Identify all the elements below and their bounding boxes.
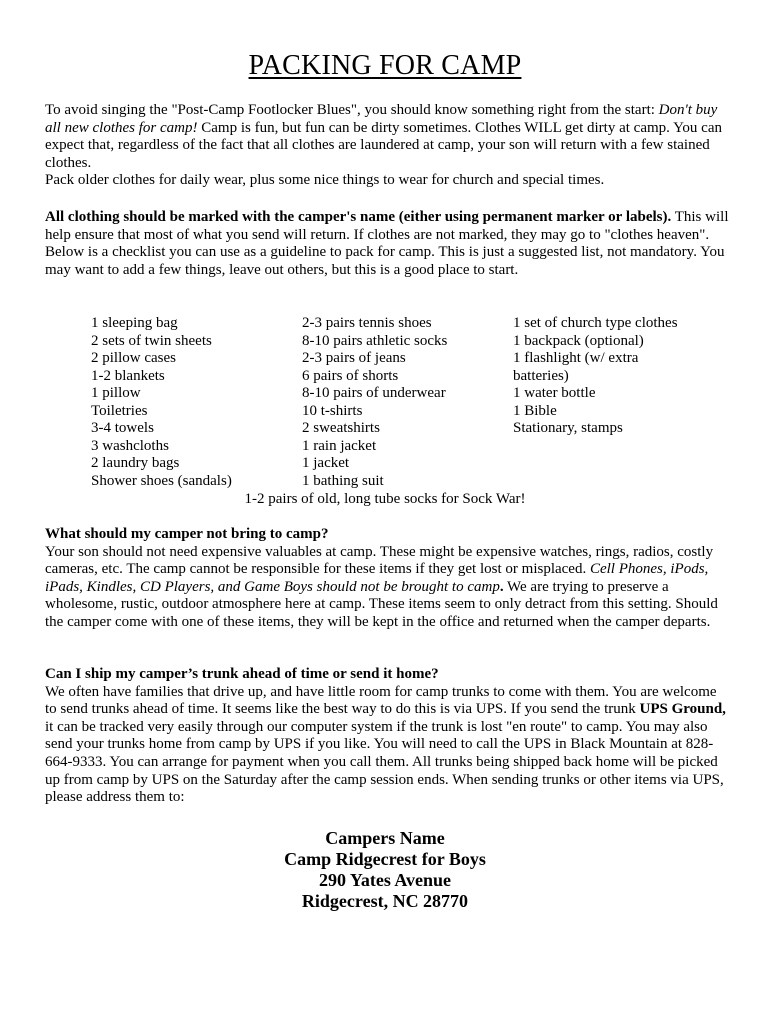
checklist-item: 8-10 pairs of underwear (302, 385, 446, 401)
checklist-item: 2-3 pairs tennis shoes (302, 315, 432, 331)
checklist-item: Stationary, stamps (513, 420, 623, 436)
marking-rest: This will help ensure that most of what you send will return. If clothes are not marked, they may go to "clothes heaven". Below is a checklist you can use as a guideline to pack for camp. This is just a suggested list, not mandatory. You may want to add a few things, leave out others, but this is a good place to start. (45, 209, 729, 278)
faq-period: . (499, 578, 504, 595)
checklist-item: 10 t-shirts (302, 402, 363, 419)
faq-emphasis: UPS Ground, (639, 701, 726, 718)
checklist-item: 2 sweatshirts (302, 420, 380, 436)
address-name: Campers Name (325, 828, 445, 848)
checklist-item: 1 bathing suit (302, 472, 384, 489)
checklist-socks-line: 1-2 pairs of old, long tube socks for Sock War! (244, 491, 526, 507)
checklist-column-2 (302, 315, 447, 490)
checklist-item: Toiletries (91, 402, 148, 419)
checklist-item: 8-10 pairs athletic socks (302, 332, 448, 349)
checklist-item: 3 washcloths (91, 437, 169, 454)
address-city: Ridgecrest, NC 28770 (301, 891, 469, 911)
faq-heading: What should my camper not bring to camp? (45, 526, 329, 542)
faq-heading: Can I ship my camper’s trunk ahead of time or send it home? (45, 666, 439, 682)
faq-emphasis: Cell Phones, iPods, iPads, Kindles, CD Players, and Game Boys should not be brought to camp (45, 561, 709, 595)
checklist-item: 1 backpack (optional) (513, 332, 644, 349)
checklist-item: 2 pillow cases (91, 350, 176, 366)
mailing-address (0, 828, 770, 912)
checklist-item: Shower shoes (sandals) (91, 472, 232, 489)
marking-paragraph (45, 209, 730, 279)
address-street: 290 Yates Avenue (319, 870, 451, 890)
intro-pack-line: Pack older clothes for daily wear, plus some nice things to wear for church and special times. (45, 172, 605, 189)
intro-paragraph (45, 102, 730, 190)
faq-ship-trunk (45, 666, 730, 807)
checklist-item: 1 rain jacket (302, 437, 377, 454)
marking-emphasis: All clothing should be marked with the camper's name (either using permanent marker or labels). (45, 209, 672, 225)
page-title: PACKING FOR CAMP (248, 50, 522, 81)
checklist-item: 6 pairs of shorts (302, 367, 399, 384)
checklist-item: 1 water bottle (513, 385, 596, 401)
faq-text: We often have families that drive up, and have little room for camp trunks to come with them. You are welcome to send trunks ahead of time. It seems like the best way to do this is via UPS. If you send the trunk (45, 683, 717, 718)
intro-line: To avoid singing the "Post-Camp Footlocker Blues", you should know something right from the start: (45, 102, 655, 118)
checklist-item: 2 laundry bags (91, 455, 180, 471)
checklist-item: 1 jacket (302, 455, 350, 471)
intro-rest: Camp is fun, but fun can be dirty sometimes. Clothes WILL get dirty at camp. You can expect that, regardless of the fact that all clothes are laundered at camp, your son will return with a few stained clothes. (45, 119, 722, 171)
faq-text: Your son should not need expensive valuables at camp. These might be expensive watches, rings, radios, costly cameras, etc. The camp cannot be responsible for these items if they get lost or misplaced. (45, 543, 714, 578)
checklist-item: 2-3 pairs of jeans (302, 350, 406, 366)
checklist-item: 1 pillow (91, 385, 141, 401)
checklist-item: 1 Bible (513, 402, 557, 419)
checklist-item: 1-2 blankets (91, 367, 165, 384)
faq-not-bring (45, 526, 730, 632)
checklist-item: 2 sets of twin sheets (91, 332, 212, 349)
checklist-item: 3-4 towels (91, 420, 154, 436)
checklist-column-1 (91, 315, 232, 490)
checklist-column-3 (513, 315, 683, 438)
checklist-item: 1 flashlight (w/ extra batteries) (513, 350, 639, 384)
intro-emphasis: Don't buy all new clothes for camp! (45, 102, 718, 136)
checklist-item: 1 sleeping bag (91, 315, 178, 331)
faq-text: it can be tracked very easily through our computer system if the trunk is lost "en route" to camp. You may also send your trunks home from camp by UPS if you like. You will need to call the UPS in Black Mountain at 828-664-9333. You can arrange for payment when you call them. All trunks being shipped back home will be picked up from camp by UPS on the Saturday after the camp session ends. When sending trunks or other items via UPS, please address them to: (45, 718, 724, 806)
faq-text: We are trying to preserve a wholesome, rustic, outdoor atmosphere here at camp. These items seem to only detract from this setting. Should the camper come with one of these items, they will be kept in the office and returned when the camper departs. (45, 578, 718, 630)
address-org: Camp Ridgecrest for Boys (284, 849, 486, 869)
checklist-item: 1 set of church type clothes (513, 315, 678, 331)
